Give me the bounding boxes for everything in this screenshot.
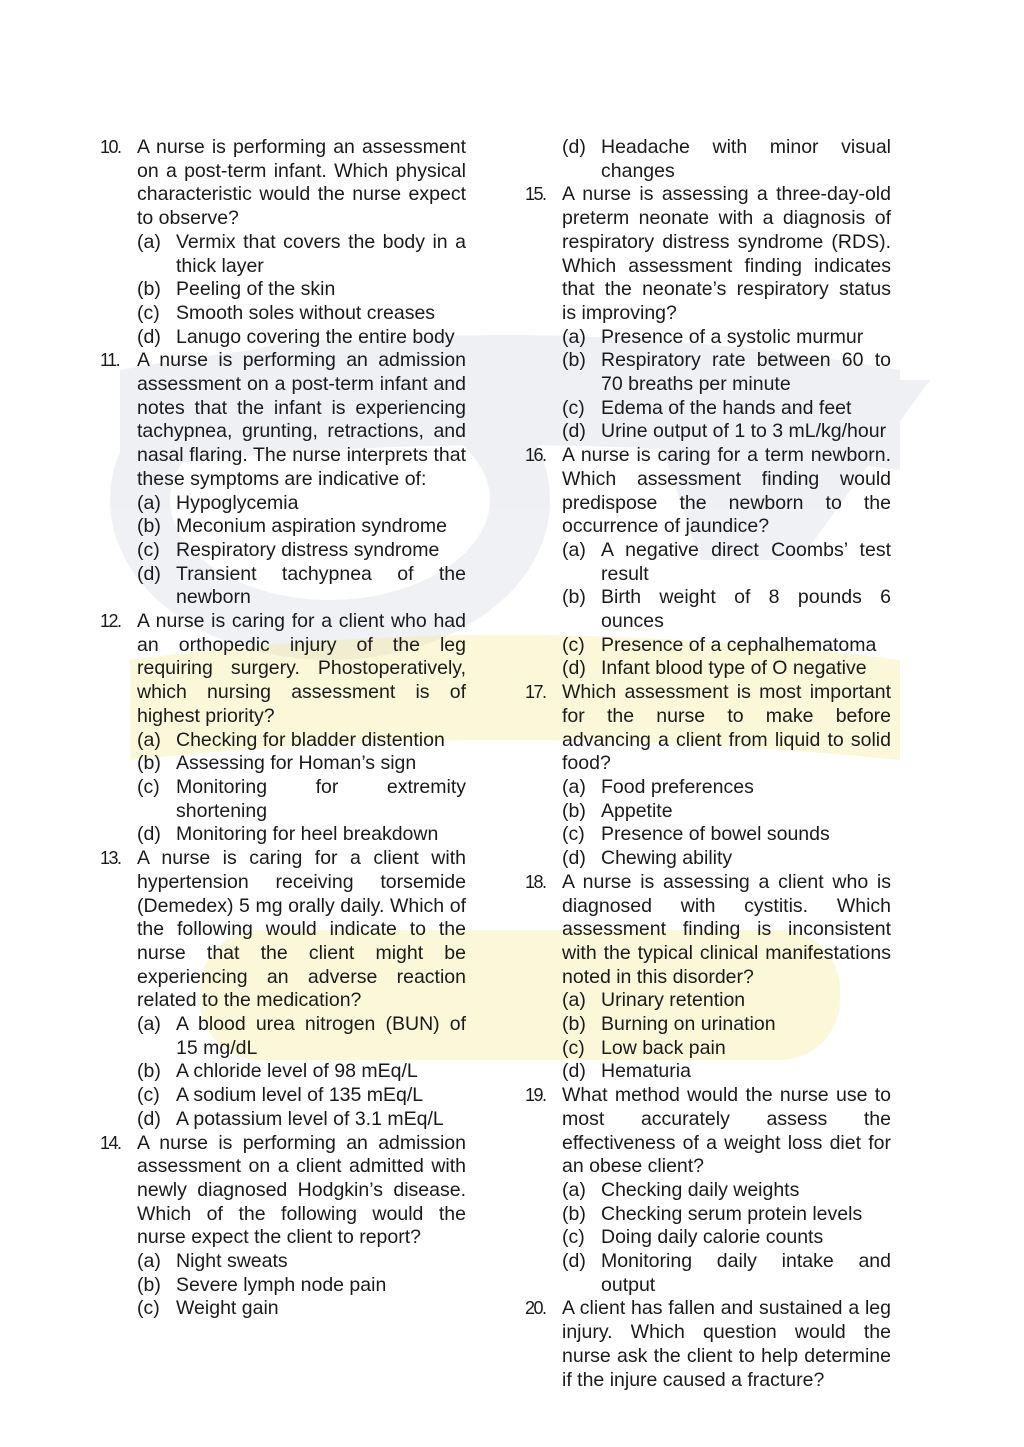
option-label: (c)	[562, 1036, 585, 1059]
option-label: (b)	[562, 349, 586, 372]
answer-options	[137, 492, 466, 611]
option-label: (d)	[137, 562, 161, 585]
right-column	[525, 136, 891, 1392]
question-18	[525, 871, 891, 1084]
option-label: (b)	[137, 278, 161, 301]
option-text: Infant blood type of O negative	[601, 657, 867, 680]
answer-options	[562, 136, 891, 183]
option-label: (b)	[137, 1273, 161, 1296]
question-number: 18.	[525, 871, 546, 892]
option-text: Birth weight of 8 pounds 6 ounces	[601, 586, 891, 633]
option-text: Presence of a cephalhematoma	[601, 633, 877, 656]
option-text: A sodium level of 135 mEq/L	[176, 1084, 424, 1107]
option-label: (a)	[562, 538, 586, 561]
option-label: (b)	[562, 1202, 586, 1225]
option-text: Monitoring for heel breakdown	[176, 823, 439, 846]
option-label: (c)	[137, 1297, 160, 1320]
answer-option	[137, 515, 466, 539]
option-label: (a)	[137, 491, 161, 514]
option-text: Night sweats	[176, 1250, 288, 1273]
option-text: Burning on urination	[601, 1013, 776, 1036]
answer-option	[562, 657, 891, 681]
option-text: A negative direct Coombs’ test result	[601, 538, 891, 585]
option-label: (a)	[562, 775, 586, 798]
question-stem: A nurse is caring for a client who had an orthopedic injury of the leg requiring surgery. Phostoperatively, which nursing assessment is of highest priority?	[137, 610, 466, 727]
option-label: (b)	[137, 1060, 161, 1083]
option-text: Respiratory rate between 60 to 70 breaths per minute	[601, 349, 891, 396]
answer-option	[137, 563, 466, 610]
option-label: (c)	[137, 1084, 160, 1107]
answer-option	[562, 776, 891, 800]
question-number: 12.	[100, 611, 121, 632]
option-label: (c)	[562, 396, 585, 419]
option-label: (b)	[562, 799, 586, 822]
option-label: (d)	[137, 1107, 161, 1130]
answer-options	[562, 776, 891, 871]
answer-option	[562, 539, 891, 586]
option-label: (b)	[562, 586, 586, 609]
option-text: Presence of bowel sounds	[601, 823, 830, 846]
answer-option	[562, 397, 891, 421]
option-text: Monitoring daily intake and output	[601, 1250, 891, 1296]
option-text: Respiratory distress syndrome	[176, 538, 440, 561]
option-text: Checking for bladder distention	[176, 728, 445, 751]
answer-option	[137, 1250, 466, 1274]
question-14-continued	[525, 136, 891, 183]
answer-options	[562, 326, 891, 445]
question-stem: A nurse is assessing a three-day-old preterm neonate with a diagnosis of respiratory distress syndrome (RDS). Which assessment finding indicates that the neonate’s respiratory status is improving?	[562, 183, 891, 324]
option-text: Urinary retention	[601, 989, 746, 1012]
option-text: Urine output of 1 to 3 mL/kg/hour	[601, 420, 887, 443]
answer-option	[137, 752, 466, 776]
option-label: (a)	[137, 1250, 161, 1273]
answer-option	[137, 1013, 466, 1060]
answer-option	[137, 776, 466, 823]
question-16	[525, 444, 891, 681]
option-label: (a)	[562, 325, 586, 348]
answer-option	[562, 1250, 891, 1297]
question-number: 16.	[525, 445, 546, 466]
option-text: Doing daily calorie counts	[601, 1226, 824, 1249]
question-number: 11.	[100, 350, 120, 371]
answer-option	[137, 1060, 466, 1084]
answer-options	[562, 989, 891, 1084]
option-text: Hematuria	[601, 1060, 691, 1083]
option-label: (a)	[137, 1013, 161, 1036]
option-label: (c)	[137, 538, 160, 561]
question-12	[100, 610, 466, 847]
question-number: 13.	[100, 848, 121, 869]
answer-option	[137, 1084, 466, 1108]
answer-option	[137, 302, 466, 326]
answer-option	[562, 1226, 891, 1250]
option-text: Appetite	[601, 799, 673, 822]
answer-options	[562, 539, 891, 681]
question-17	[525, 681, 891, 871]
option-label: (c)	[562, 1226, 585, 1249]
option-text: Severe lymph node pain	[176, 1273, 387, 1296]
option-text: Checking daily weights	[601, 1178, 800, 1201]
answer-option	[562, 800, 891, 824]
option-label: (a)	[562, 1178, 586, 1201]
option-text: Edema of the hands and feet	[601, 396, 852, 419]
option-label: (c)	[137, 301, 160, 324]
option-text: Peeling of the skin	[176, 278, 336, 301]
answer-options	[137, 1250, 466, 1321]
question-stem: Which assessment is most important for the nurse to make before advancing a client from liquid to solid food?	[562, 681, 891, 775]
question-13	[100, 847, 466, 1131]
answer-option	[137, 326, 466, 350]
option-label: (d)	[137, 823, 161, 846]
option-text: Monitoring for extremity shortening	[176, 775, 466, 822]
answer-options	[137, 729, 466, 848]
option-label: (d)	[562, 136, 586, 158]
answer-options	[137, 1013, 466, 1132]
option-text: Food preferences	[601, 775, 754, 798]
option-text: Chewing ability	[601, 847, 733, 870]
question-number: 17.	[525, 682, 546, 703]
option-label: (d)	[137, 325, 161, 348]
option-text: Vermix that covers the body in a thick layer	[176, 230, 466, 277]
question-stem: A nurse is performing an admission assessment on a client admitted with newly diagnosed Hodgkin’s disease. Which of the following would the nurse expect the client to report?	[137, 1131, 466, 1249]
answer-option	[562, 349, 891, 396]
answer-option	[562, 1013, 891, 1037]
answer-option	[137, 823, 466, 847]
option-text: Headache with minor visual changes	[601, 136, 891, 182]
option-label: (a)	[137, 230, 161, 253]
option-label: (b)	[137, 515, 161, 538]
question-number: 20.	[525, 1298, 546, 1319]
question-20	[525, 1297, 891, 1392]
question-stem: A nurse is caring for a client with hypertension receiving torsemide (Demedex) 5 mg orally daily. Which of the following would indicate to the nurse that the client might be experiencing an adverse reaction related to the medication?	[137, 847, 466, 1012]
question-stem: A nurse is performing an assessment on a post-term infant. Which physical characteristic would the nurse expect to observe?	[137, 136, 466, 230]
answer-option	[562, 634, 891, 658]
answer-option	[137, 231, 466, 278]
answer-options	[137, 231, 466, 350]
question-11	[100, 349, 466, 610]
option-text: Presence of a systolic murmur	[601, 325, 864, 348]
option-label: (a)	[137, 728, 161, 751]
option-text: Hypoglycemia	[176, 491, 299, 514]
question-15	[525, 183, 891, 444]
answer-options	[562, 1179, 891, 1298]
option-label: (d)	[562, 1060, 586, 1083]
answer-option	[137, 1108, 466, 1132]
answer-option	[562, 1203, 891, 1227]
answer-option	[137, 729, 466, 753]
option-text: A blood urea nitrogen (BUN) of 15 mg/dL	[176, 1013, 466, 1059]
option-label: (a)	[562, 989, 586, 1012]
answer-option	[137, 1274, 466, 1298]
option-text: A potassium level of 3.1 mEq/L	[176, 1107, 444, 1130]
option-label: (d)	[562, 1250, 586, 1273]
answer-option	[562, 326, 891, 350]
question-number: 15.	[525, 184, 546, 205]
answer-option	[562, 1060, 891, 1084]
option-label: (d)	[562, 847, 586, 870]
option-label: (d)	[562, 420, 586, 443]
option-label: (c)	[562, 633, 585, 656]
option-text: Transient tachypnea of the newborn	[176, 562, 466, 609]
question-stem: A nurse is caring for a term newborn. Which assessment finding would predispose the newborn to the occurrence of jaundice?	[562, 444, 891, 538]
answer-option	[562, 989, 891, 1013]
option-text: Assessing for Homan’s sign	[176, 752, 417, 775]
left-column	[100, 136, 466, 1321]
answer-option	[137, 539, 466, 563]
question-stem: A nurse is assessing a client who is diagnosed with cystitis. Which assessment finding is inconsistent with the typical clinical manifestations noted in this disorder?	[562, 870, 891, 988]
answer-option	[562, 1179, 891, 1203]
answer-option	[562, 136, 891, 183]
question-number: 19.	[525, 1085, 546, 1106]
option-text: Meconium aspiration syndrome	[176, 515, 447, 538]
question-stem: What method would the nurse use to most accurately assess the effectiveness of a weight loss diet for an obese client?	[562, 1084, 891, 1178]
question-stem: A client has fallen and sustained a leg injury. Which question would the nurse ask the client to help determine if the injure caused a fracture?	[562, 1297, 891, 1391]
answer-option	[137, 278, 466, 302]
answer-option	[562, 1037, 891, 1061]
option-label: (b)	[137, 752, 161, 775]
option-text: A chloride level of 98 mEq/L	[176, 1060, 418, 1083]
question-14	[100, 1132, 466, 1322]
question-stem: A nurse is performing an admission assessment on a post-term infant and notes that the infant is experiencing tachypnea, grunting, retractions, and nasal flaring. The nurse interprets that these symptoms are indicative of:	[137, 349, 466, 490]
answer-option	[137, 1297, 466, 1321]
answer-option	[562, 586, 891, 633]
question-number: 14.	[100, 1132, 121, 1153]
option-text: Checking serum protein levels	[601, 1202, 863, 1225]
answer-option	[137, 492, 466, 516]
question-10	[100, 136, 466, 349]
option-text: Low back pain	[601, 1036, 726, 1059]
question-number: 10.	[100, 137, 121, 157]
option-label: (b)	[562, 1013, 586, 1036]
option-text: Lanugo covering the entire body	[176, 325, 455, 348]
answer-option	[562, 823, 891, 847]
option-label: (c)	[562, 823, 585, 846]
question-19	[525, 1084, 891, 1297]
answer-option	[562, 420, 891, 444]
answer-option	[562, 847, 891, 871]
option-label: (c)	[137, 775, 160, 798]
option-text: Smooth soles without creases	[176, 301, 436, 324]
option-label: (d)	[562, 657, 586, 680]
option-text: Weight gain	[176, 1297, 279, 1320]
